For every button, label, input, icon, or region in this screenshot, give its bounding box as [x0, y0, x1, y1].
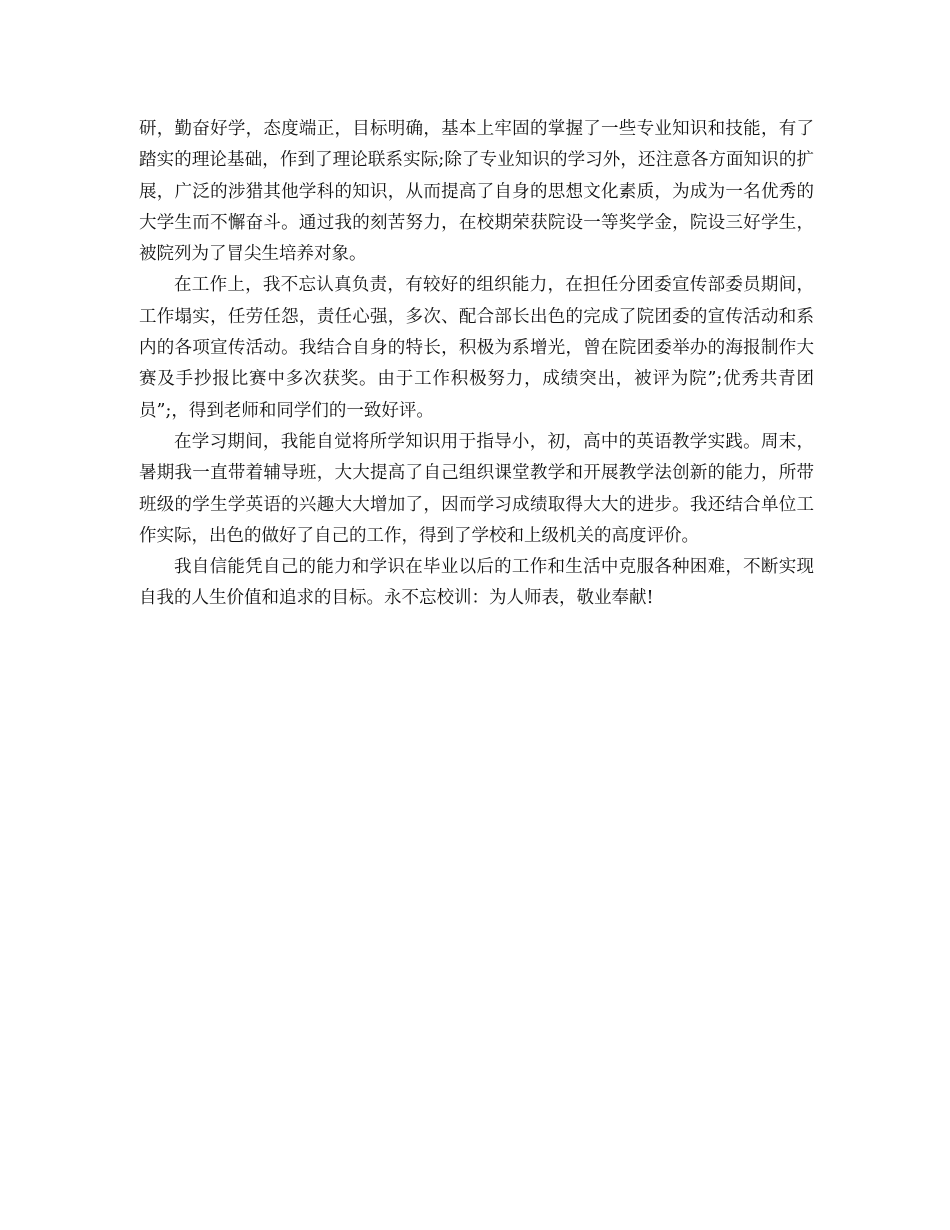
paragraph-1: 研，勤奋好学，态度端正，目标明确，基本上牢固的掌握了一些专业知识和技能，有了踏实的理论基础，作到了理论联系实际;除了专业知识的学习外，还注意各方面知识的扩展，广泛的涉猎其他学科的知识，从而提高了自身的思想文化素质，为成为一名优秀的大学生而不懈奋斗。通过我的刻苦努力，在校期荣获院设一等奖学金，院设三好学生，被院列为了冒尖生培养对象。	[139, 119, 814, 265]
paragraph-4: 我自信能凭自己的能力和学识在毕业以后的工作和生活中克服各种困难，不断实现自我的人生价值和追求的目标。永不忘校训：为人师表，敬业奉献!	[139, 557, 814, 609]
paragraph-2: 在工作上，我不忘认真负责，有较好的组织能力，在担任分团委宣传部委员期间，工作塌实，任劳任怨，责任心强，多次、配合部长出色的完成了院团委的宣传活动和系内的各项宣传活动。我结合自身的特长，积极为系增光，曾在院团委举办的海报制作大赛及手抄报比赛中多次获奖。由于工作积极努力，成绩突出，被评为院”;优秀共青团员”;，得到老师和同学们的一致好评。	[139, 275, 814, 421]
document-body	[139, 114, 814, 615]
paragraph-3: 在学习期间，我能自觉将所学知识用于指导小，初，高中的英语教学实践。周末，暑期我一直带着辅导班，大大提高了自己组织课堂教学和开展教学法创新的能力，所带班级的学生学英语的兴趣大大增加了，因而学习成绩取得大大的进步。我还结合单位工作实际，出色的做好了自己的工作，得到了学校和上级机关的高度评价。	[139, 431, 814, 546]
